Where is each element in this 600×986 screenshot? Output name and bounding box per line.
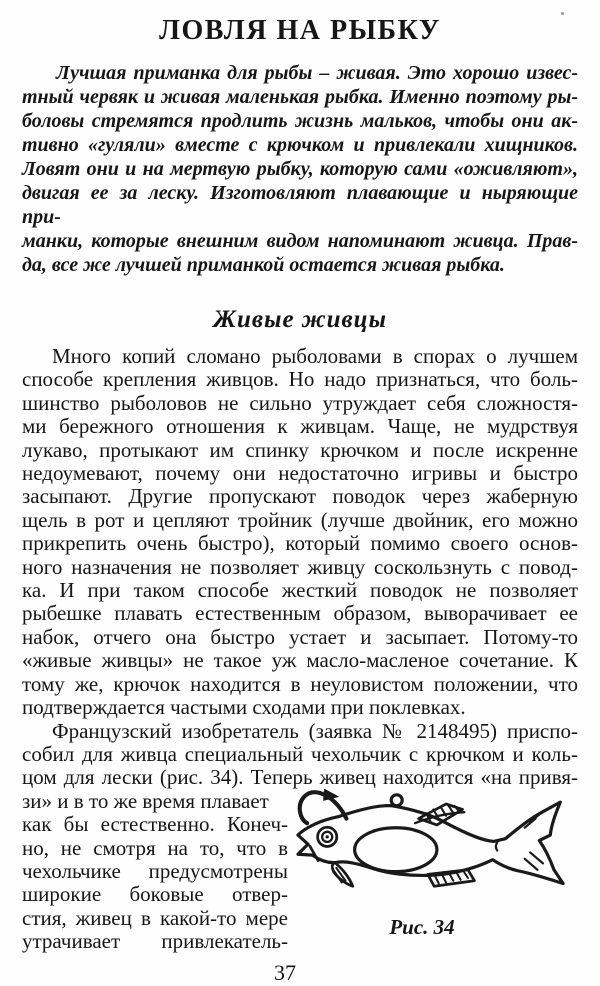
text-line: зи» и в то же время плавает	[22, 788, 269, 813]
text-line: прикрепить очень быстро), который помимо своего основ-	[22, 531, 578, 556]
text-line: чехольчике предусмотрены	[22, 858, 288, 883]
text-line: подтверждается частыми сходами при поклевках.	[22, 695, 466, 720]
anal-fin	[428, 869, 475, 885]
paragraph-inventor-full-width	[22, 720, 578, 790]
text-line: тный червяк и живая маленькая рыбка. Именно поэтому ры-	[22, 86, 578, 108]
figure-caption: Рис. 34	[389, 914, 455, 939]
text-line: рыбешке плавать естественным образом, выворачивает ее	[22, 601, 578, 626]
text-line: недоумевают, почему они недостаточно игривы и быстро	[22, 461, 578, 486]
text-line: да, все же лучшей приманкой остается живая рыбка.	[22, 254, 505, 276]
scan-speck	[561, 12, 564, 15]
text-line: тивно «гуляли» вместе с крючком и привлекали хищников.	[22, 134, 578, 156]
line-ring	[391, 795, 402, 806]
text-line: способе крепления живцов. Но надо признаться, что боль-	[22, 367, 578, 392]
paragraph-zhivtsy	[22, 345, 578, 720]
text-line: боловы стремятся продлить жизнь мальков, чтобы они ак-	[22, 110, 578, 132]
text-line: манки, которые внешним видом напоминают живца. Прав-	[22, 230, 578, 252]
text-line: Много копий сломано рыболовами в спорах о лучшем	[52, 344, 578, 368]
text-line: цом для лески (рис. 34). Теперь живец находится «на привя-	[22, 765, 578, 790]
text-line: щель в рот и цепляют тройник (лучше двойник, его можно	[22, 507, 578, 532]
paragraph-inventor	[22, 720, 578, 954]
text-line: Лучшая приманка для рыбы – живая. Это хорошо извес-	[56, 62, 578, 84]
text-line: ми бережного отношения к живцам. Чаще, не мудрствуя	[22, 414, 578, 439]
text-line: лукаво, протыкают им спинку крючком и после искренне	[22, 437, 578, 462]
text-line: «живые живцы» не такое уж масло-масленое сочетание. К	[22, 648, 578, 673]
text-line: Ловят они и на мертвую рыбку, которую сами «оживляют»,	[22, 158, 578, 180]
text-line: стия, живец в какой-то мере	[22, 905, 288, 930]
intro-paragraph	[22, 61, 578, 277]
text-line: набок, отчего она быстро устает и засыпает. Потому-то	[22, 624, 578, 649]
page-title: ЛОВЛЯ НА РЫБКУ	[159, 15, 441, 46]
text-line: двигая ее за леску. Изготовляют плавающие и ныряющие при-	[22, 182, 578, 228]
fish-lure-illustration	[294, 782, 578, 910]
text-line: как бы естественно. Конеч-	[22, 812, 288, 837]
text-line: собил для живца специальный чехольчик с крючком и коль-	[22, 741, 578, 766]
text-line: шинство рыболовов не сильно утруждает себя сложностя-	[22, 390, 578, 415]
eye	[318, 827, 337, 846]
figure-34	[294, 782, 578, 940]
text-line: ного назначения не позволяет живцу соскользнуть с повод-	[22, 554, 578, 579]
hook-icon	[300, 789, 347, 823]
pelvic-fin	[332, 862, 352, 886]
text-line: Французский изобретатель (заявка № 2148495) приспо-	[52, 718, 578, 743]
text-line: тому же, крючок находится в неуловистом положении, что	[22, 671, 578, 696]
side-opening	[355, 827, 437, 871]
text-line: засыпают. Другие пропускают поводок через жаберную	[22, 484, 578, 509]
text-line: но, не смотря на то, что в	[22, 835, 288, 860]
text-line: широкие боковые отвер-	[22, 882, 288, 907]
section-heading: Живые живцы	[213, 306, 387, 333]
text-line: утрачивает привлекатель-	[22, 929, 288, 954]
gill-line	[310, 846, 318, 861]
text-line: ка. И при таком способе жесткий поводок не позволяет	[22, 578, 578, 603]
page-number: 37	[274, 959, 296, 985]
